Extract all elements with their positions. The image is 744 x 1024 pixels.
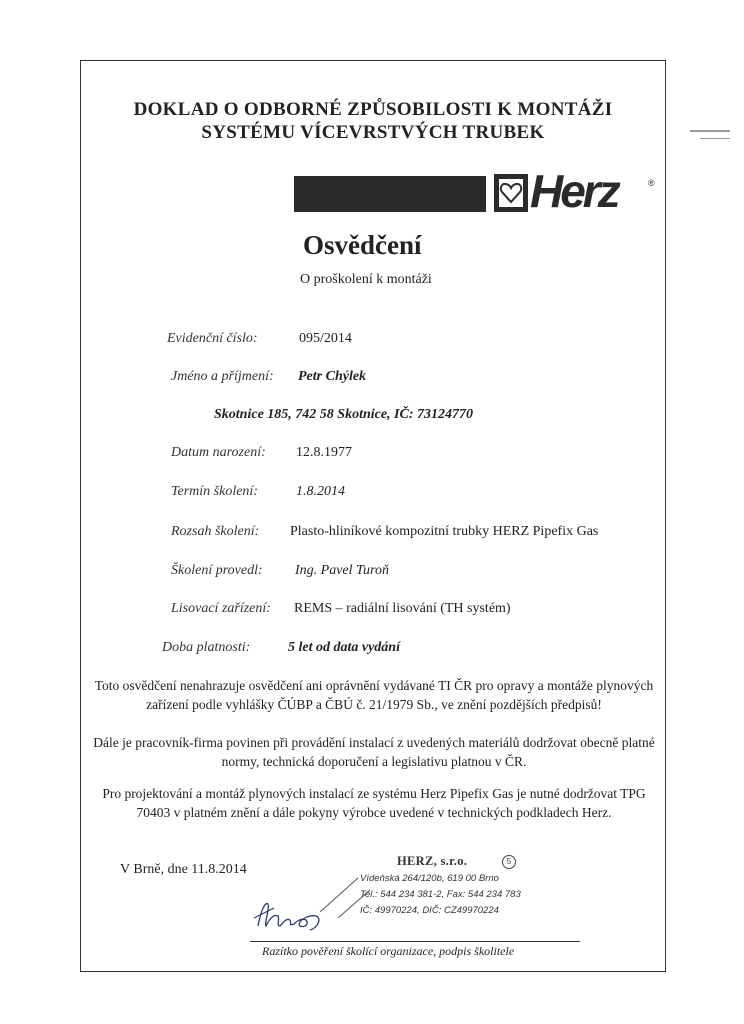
signature-line: [250, 941, 580, 942]
paragraph-tpg: [86, 784, 662, 822]
paragraph-line: Toto osvědčení nenahrazuje osvědčení ani oprávnění vydávané TI ČR pro opravy a montáže plynových: [94, 678, 654, 693]
stamp-phone: Tel.: 544 234 381-2, Fax: 544 234 783: [360, 889, 521, 900]
datum-narozeni-value: 12.8.1977: [296, 445, 352, 460]
circled-mark: 5: [502, 855, 516, 869]
paragraph-line: Pro projektování a montáž plynových instalací ze systému Herz Pipefix Gas je nutné dodržovat TPG: [102, 786, 646, 801]
signature: [252, 896, 332, 941]
registered-mark: ®: [648, 178, 655, 188]
title-line-1: DOKLAD O ODBORNÉ ZPŮSOBILOSTI K MONTÁŽI: [133, 99, 613, 120]
paragraph-line: 70403 v platném znění a dále pokyny výrobce uvedené v technických podkladech Herz.: [136, 805, 612, 820]
stamp-ids: IČ: 49970224, DIČ: CZ49970224: [360, 905, 499, 916]
herz-logo: Herz: [530, 165, 618, 217]
stamp-address: Vídeňská 264/120b, 619 00 Brno: [360, 873, 499, 884]
company-name: HERZ, s.r.o.: [397, 854, 468, 868]
platnost-label: Doba platnosti:: [162, 640, 251, 655]
document-title: [80, 98, 666, 144]
rozsah-label: Rozsah školení:: [171, 524, 260, 539]
datum-narozeni-label: Datum narození:: [171, 445, 266, 460]
title-line-2: SYSTÉMU VÍCEVRSTVÝCH TRUBEK: [201, 122, 545, 143]
paragraph-disclaimer: [86, 676, 662, 714]
signature-caption: Razítko pověření školící organizace, podpis školitele: [262, 944, 515, 958]
jmeno-value: Petr Chýlek: [298, 369, 367, 384]
lisovaci-value: REMS – radiální lisování (TH systém): [294, 601, 511, 616]
place-date: V Brně, dne 11.8.2014: [120, 862, 247, 877]
paragraph-line: Dále je pracovník-firma povinen při provádění instalací z uvedených materiálů dodržovat obecně platné: [93, 735, 655, 750]
paragraph-line: normy, technická doporučení a legislativu platnou v ČR.: [221, 754, 527, 769]
provedl-label: Školení provedl:: [171, 563, 263, 578]
platnost-value: 5 let od data vydání: [288, 640, 400, 655]
termin-value: 1.8.2014: [296, 484, 345, 499]
scan-mark: [690, 130, 730, 132]
rozsah-value: Plasto-hliníkové kompozitní trubky HERZ Pipefix Gas: [290, 524, 599, 539]
scan-mark: [700, 138, 730, 139]
address-line: Skotnice 185, 742 58 Skotnice, IČ: 73124770: [214, 407, 474, 422]
paragraph-line: zařízení podle vyhlášky ČÚBP a ČBÚ č. 21/1979 Sb., ve znění pozdějších předpisů!: [146, 697, 602, 712]
jmeno-label: Jméno a příjmení:: [171, 369, 274, 384]
evidencni-cislo-value: 095/2014: [299, 331, 352, 346]
heart-icon: [494, 174, 528, 212]
provedl-value: Ing. Pavel Turoň: [295, 563, 389, 578]
logo-bar: [294, 176, 486, 212]
paragraph-obligations: [86, 733, 662, 771]
termin-label: Termín školení:: [171, 484, 258, 499]
certificate-heading: Osvědčení: [303, 230, 422, 260]
evidencni-cislo-label: Evidenční číslo:: [167, 331, 258, 346]
lisovaci-label: Lisovací zařízení:: [171, 601, 271, 616]
certificate-subheading: O proškolení k montáži: [300, 272, 432, 287]
